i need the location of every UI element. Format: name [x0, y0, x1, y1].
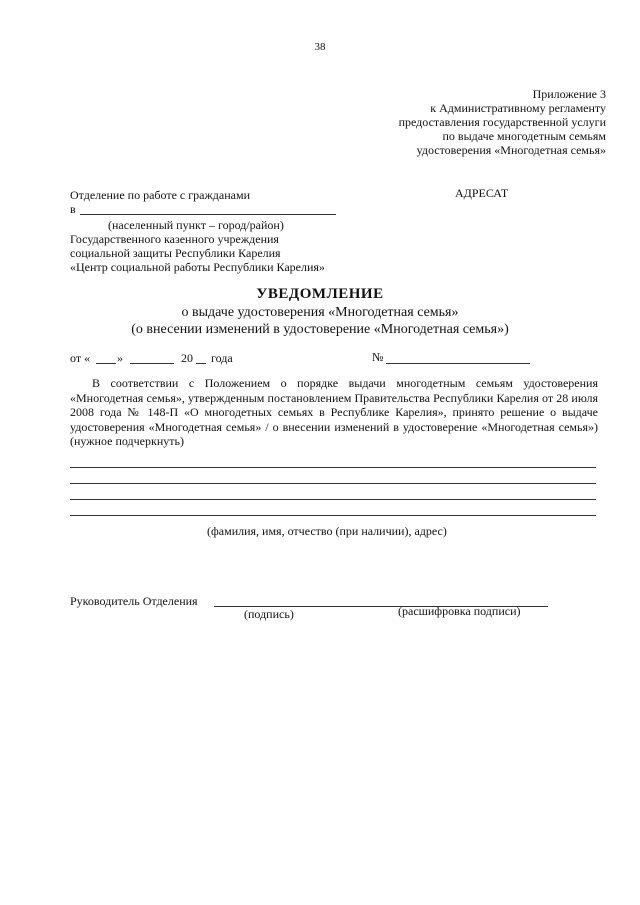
- document-title: УВЕДОМЛЕНИЕ: [256, 286, 384, 302]
- sender-line: «Центр социальной работы Республики Карелия»: [70, 260, 325, 274]
- locality-field-line[interactable]: [80, 214, 336, 215]
- year-prefix: 20: [181, 351, 193, 365]
- sender-in-prefix: в: [70, 202, 76, 216]
- fio-field-line[interactable]: [70, 499, 596, 500]
- appendix-line: удостоверения «Многодетная семья»: [416, 143, 606, 157]
- signature-hint: (подпись): [244, 607, 294, 621]
- year-suffix: года: [211, 351, 233, 365]
- locality-hint: (населенный пункт – город/район): [108, 218, 284, 232]
- document-subtitle: о выдаче удостоверения «Многодетная семья»: [181, 305, 459, 320]
- body-text: В соответствии с Положением о порядке выдачи многодетным семьям удостоверения «Многодетная семья», утвержденным постановлением Правительства Республики Карелия от 28 июля 2008 года № 148-П «О многодетных семьях в Республике Карелия», принято решение о выдаче удостоверения «Многодетная семья» / о внесении изменений в удостоверение «Многодетная семья») (нужное подчеркнуть): [70, 376, 598, 448]
- appendix-line: по выдаче многодетным семьям: [442, 129, 606, 143]
- body-paragraph: [70, 376, 598, 449]
- day-field-line[interactable]: [96, 363, 116, 364]
- appendix-line: предоставления государственной услуги: [398, 115, 606, 129]
- fio-field-line[interactable]: [70, 515, 596, 516]
- number-field-line[interactable]: [386, 363, 530, 364]
- addressee-label: АДРЕСАТ: [455, 186, 509, 200]
- page-number: 38: [314, 41, 326, 53]
- signature-decode-hint: (расшифровка подписи): [398, 604, 521, 618]
- date-from-prefix: от «: [70, 351, 91, 365]
- sender-line: социальной защиты Республики Карелия: [70, 246, 281, 260]
- fio-field-line[interactable]: [70, 467, 596, 468]
- appendix-line: Приложение 3: [532, 87, 606, 101]
- year-field-line[interactable]: [196, 363, 206, 364]
- document-subtitle-alt: (о внесении изменений в удостоверение «Многодетная семья»): [131, 322, 509, 337]
- signature-label: Руководитель Отделения: [70, 594, 198, 608]
- sender-department: Отделение по работе с гражданами: [70, 188, 250, 202]
- month-field-line[interactable]: [130, 363, 174, 364]
- fio-field-line[interactable]: [70, 483, 596, 484]
- date-from-mid: »: [117, 351, 123, 365]
- number-sign: №: [372, 350, 384, 364]
- appendix-line: к Административному регламенту: [430, 101, 606, 115]
- sender-line: Государственного казенного учреждения: [70, 232, 279, 246]
- fio-hint: (фамилия, имя, отчество (при наличии), адрес): [207, 524, 447, 538]
